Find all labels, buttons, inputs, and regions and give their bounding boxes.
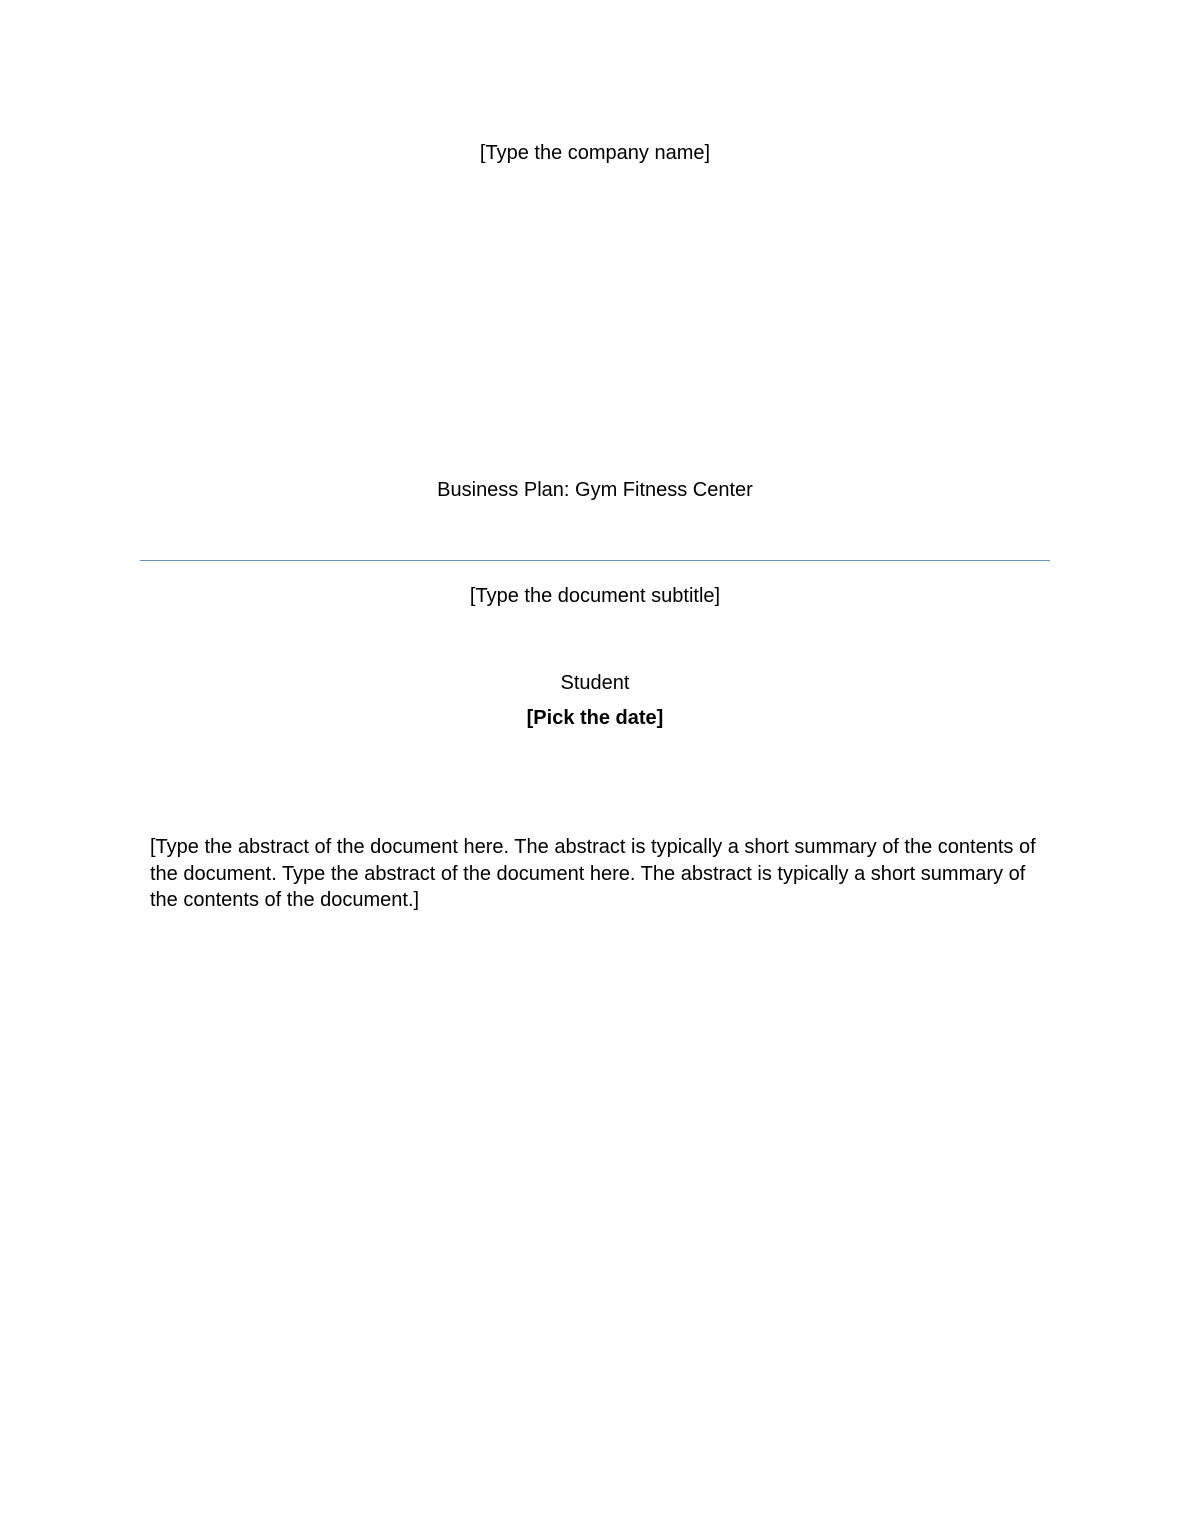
abstract-placeholder[interactable]: [Type the abstract of the document here. The abstract is typically a short summary of the contents of the document. Type the abstract of the document here. The abstract is typically a short summary of the contents of the document.] xyxy=(150,836,1036,911)
company-name-placeholder[interactable]: [Type the company name] xyxy=(479,142,711,164)
document-subtitle-placeholder[interactable]: [Type the document subtitle] xyxy=(469,585,721,607)
document-title[interactable]: Business Plan: Gym Fitness Center xyxy=(437,479,753,501)
title-divider xyxy=(140,560,1050,561)
date-picker-placeholder[interactable]: [Pick the date] xyxy=(526,707,664,729)
author-name[interactable]: Student xyxy=(560,672,630,694)
